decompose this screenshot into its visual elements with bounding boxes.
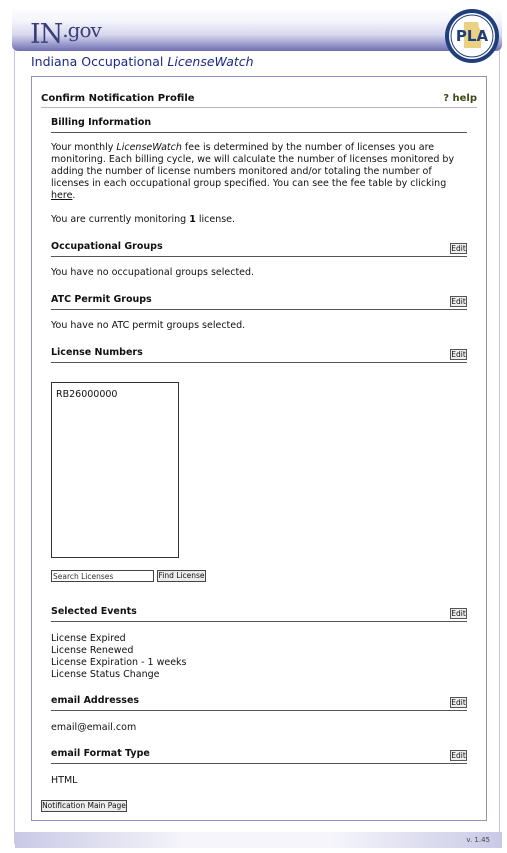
billing-text-body: fee is determined by the number of licenses you are monitoring. Each billing cycle, we will calculate the number of licenses monitored by adding the number of license numbers monitored and/or totaling the number of licenses in each occupational group specified. You can see the fee table by clicking	[51, 142, 455, 189]
format-section-header	[51, 748, 467, 764]
footer-bar	[15, 832, 502, 848]
edit-events-button[interactable]: Edit	[451, 609, 466, 618]
help-link[interactable]: ? help	[443, 93, 477, 104]
occupational-section-header	[51, 241, 467, 257]
billing-section-header	[51, 117, 467, 133]
license-section-header	[51, 347, 467, 363]
events-list	[51, 633, 187, 681]
header-banner	[12, 8, 502, 51]
atc-text: You have no ATC permit groups selected.	[51, 320, 246, 331]
content-panel	[31, 76, 487, 821]
billing-heading: Billing Information	[51, 117, 152, 128]
monitor-text-end: license.	[195, 214, 236, 225]
events-section-header	[51, 606, 467, 622]
license-item[interactable]: RB26000000	[56, 389, 118, 400]
logo-in-text: IN	[30, 19, 63, 50]
seal-text: PLA	[455, 27, 489, 45]
fee-table-link[interactable]: here	[51, 190, 73, 201]
find-license-button[interactable]: Find License	[158, 571, 205, 580]
site-title	[31, 54, 254, 69]
email-heading: email Addresses	[51, 695, 140, 706]
event-item: License Status Change	[51, 669, 160, 680]
event-item: License Renewed	[51, 645, 134, 656]
billing-text-start: Your monthly	[51, 142, 117, 153]
atc-heading: ATC Permit Groups	[51, 294, 152, 305]
edit-format-button[interactable]: Edit	[451, 751, 466, 760]
page-title: Confirm Notification Profile	[41, 93, 195, 104]
monitor-count-text	[51, 214, 235, 226]
billing-text-end: .	[72, 190, 76, 201]
in-gov-logo[interactable]	[30, 18, 101, 50]
edit-atc-button[interactable]: Edit	[451, 297, 466, 306]
page-header	[41, 93, 477, 108]
pla-seal-icon	[444, 8, 500, 64]
billing-text-italic: LicenseWatch	[116, 142, 182, 153]
license-list[interactable]	[51, 382, 179, 558]
site-title-italic: LicenseWatch	[167, 54, 254, 69]
event-item: License Expired	[51, 633, 126, 644]
format-value: HTML	[51, 775, 78, 786]
edit-license-button[interactable]: Edit	[451, 350, 466, 359]
license-heading: License Numbers	[51, 347, 143, 358]
events-heading: Selected Events	[51, 606, 137, 617]
notification-main-page-button[interactable]: Notification Main Page	[42, 801, 126, 810]
search-licenses-input[interactable]	[51, 570, 154, 582]
edit-occupational-button[interactable]: Edit	[451, 244, 466, 253]
email-section-header	[51, 695, 467, 711]
version-label: v. 1.45	[466, 836, 490, 844]
edit-email-button[interactable]: Edit	[451, 698, 466, 707]
monitor-count: 1	[189, 214, 196, 225]
billing-description	[51, 142, 471, 202]
email-address: email@email.com	[51, 722, 137, 733]
site-title-prefix: Indiana Occupational	[31, 54, 168, 69]
format-heading: email Format Type	[51, 748, 150, 759]
occupational-heading: Occupational Groups	[51, 241, 163, 252]
atc-section-header	[51, 294, 467, 310]
logo-gov-text: .gov	[62, 18, 101, 42]
monitor-text-start: You are currently monitoring	[51, 214, 190, 225]
event-item: License Expiration - 1 weeks	[51, 657, 187, 668]
occupational-text: You have no occupational groups selected.	[51, 267, 255, 278]
